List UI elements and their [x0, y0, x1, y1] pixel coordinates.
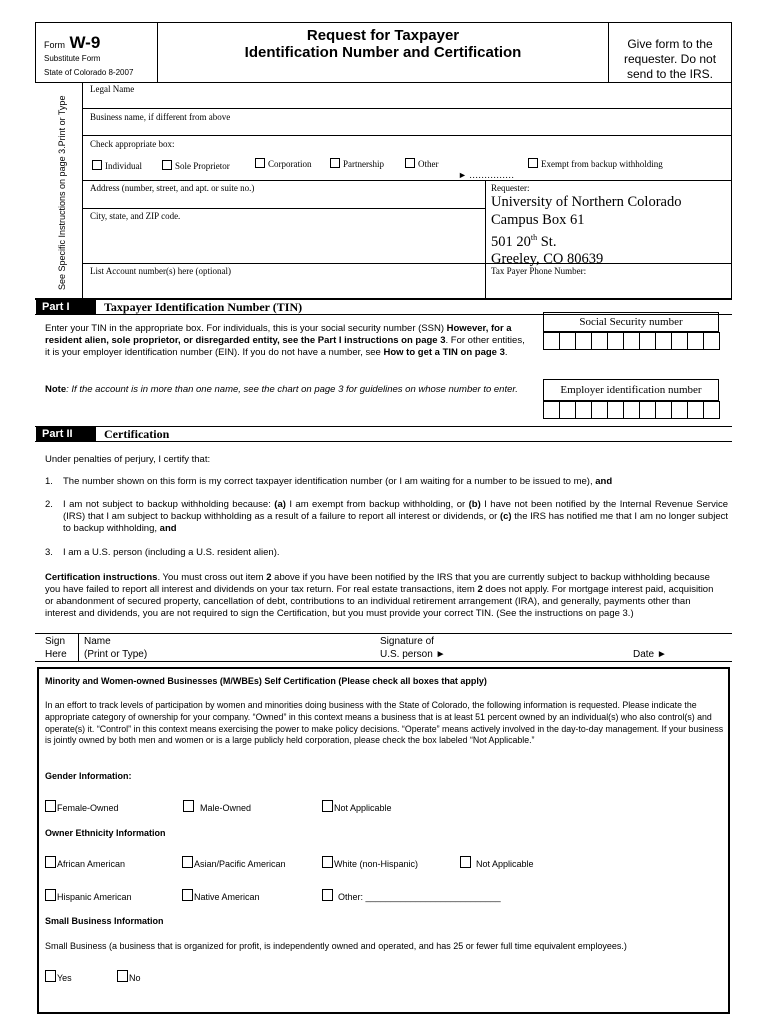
other-option[interactable] — [405, 158, 439, 169]
cert-item-1: The number shown on this form is my correct taxpayer identification number (or I am waiting for a number to be issued to me), and — [63, 476, 613, 487]
cert-item-2-num: 2. — [45, 499, 53, 510]
ethnicity-other-label: Other: — [338, 892, 364, 902]
ssn-label-box — [543, 312, 719, 332]
exempt-label: Exempt from backup withholding — [541, 159, 663, 169]
print-type-label: (Print or Type) — [84, 649, 148, 660]
ethnicity-other-line[interactable]: ___________________________ — [365, 892, 501, 902]
native-option[interactable] — [182, 889, 260, 902]
name-label: Name — [84, 636, 111, 647]
account-field[interactable] — [90, 278, 480, 296]
no-label: No — [129, 973, 141, 983]
side-instructions: See Specific Instructions on page 3.Print or Type — [57, 95, 67, 290]
form-word: Form — [44, 40, 65, 50]
hispanic-option[interactable] — [45, 889, 132, 902]
name-field[interactable] — [160, 636, 375, 660]
requester-label: Requester: — [491, 183, 530, 193]
us-person-label: U.S. person ► — [380, 649, 446, 660]
male-checkbox[interactable] — [183, 800, 194, 812]
business-name-label: Business name, if different from above — [90, 112, 231, 122]
sign-label: Sign — [45, 636, 66, 647]
requester-line-3: 501 20th St. — [491, 233, 557, 250]
white-option[interactable] — [322, 856, 418, 869]
part1-title: Taxpayer Identification Number (TIN) — [104, 300, 303, 314]
white-label: White (non-Hispanic) — [334, 859, 419, 869]
requester-line-4: Greeley, CO 80639 — [491, 251, 604, 268]
signature-of-label: Signature of — [380, 636, 434, 647]
individual-label: Individual — [105, 161, 142, 171]
exempt-checkbox[interactable] — [528, 158, 538, 168]
corporation-label: Corporation — [268, 159, 312, 169]
phone-field[interactable] — [491, 278, 726, 296]
state-note: State of Colorado 8-2007 — [44, 68, 134, 77]
address-field[interactable] — [90, 194, 480, 206]
individual-option[interactable] — [92, 160, 142, 171]
other-specify[interactable] — [458, 170, 514, 180]
gender-na-option[interactable] — [322, 800, 392, 813]
other-dots: …………… — [469, 170, 515, 180]
no-option[interactable] — [117, 970, 141, 983]
partnership-label: Partnership — [343, 159, 384, 169]
african-option[interactable] — [45, 856, 125, 869]
native-checkbox[interactable] — [182, 889, 193, 901]
white-checkbox[interactable] — [322, 856, 333, 868]
title-line-1: Request for Taxpayer — [306, 27, 460, 44]
female-option[interactable] — [45, 800, 119, 813]
arrow-right-icon: ► — [458, 170, 467, 180]
corporation-option[interactable] — [255, 158, 312, 169]
legal-name-label: Legal Name — [90, 84, 135, 94]
cert-intro: Under penalties of perjury, I certify that: — [45, 454, 211, 465]
form-id — [44, 33, 100, 53]
mwbe-paragraph: In an effort to track levels of participation by women and minorities doing business with the State of Colorado, the following information is requested. Please indicate the appropriate category of ownership for your company. “Owned” in this context means a business that is at least 51 percent owned by an individual(s) who also control(s) and operate(s) it. “Control” in this context means exercising the power to make policy decisions. “Operate” means actively involved in the day-to-day management. If your business is jointly owned by both men and women or is a large publicly held corporation, please check the box labeled “Not Applicable.” — [45, 700, 724, 746]
ethnicity-na-option[interactable] — [460, 856, 534, 869]
gender-na-label: Not Applicable — [334, 803, 392, 813]
hispanic-checkbox[interactable] — [45, 889, 56, 901]
individual-checkbox[interactable] — [92, 160, 102, 170]
part2-label: Part II — [36, 427, 96, 441]
gender-na-checkbox[interactable] — [322, 800, 333, 812]
cert-item-2: I am not subject to backup withholding because: (a) I am exempt from backup withholding, or (b) I have not been notified by the Internal Revenue Service (IRS) that I am subject to backup withholding as a result of a failure to report all interest or dividends, or (c) the IRS has notified me that I am no longer subject to backup withholding, and — [63, 499, 728, 534]
no-checkbox[interactable] — [117, 970, 128, 982]
other-checkbox[interactable] — [405, 158, 415, 168]
phone-label: Tax Payer Phone Number: — [491, 266, 587, 276]
partnership-checkbox[interactable] — [330, 158, 340, 168]
exempt-option[interactable] — [528, 158, 663, 169]
address-label: Address (number, street, and apt. or suite no.) — [90, 183, 255, 193]
form-number: W-9 — [69, 33, 101, 52]
check-box-label: Check appropriate box: — [90, 139, 175, 149]
form-title — [158, 27, 608, 61]
cert-item-3: I am a U.S. person (including a U.S. resident alien). — [63, 547, 280, 558]
ssn-grid[interactable] — [543, 332, 720, 350]
yes-checkbox[interactable] — [45, 970, 56, 982]
requester-line-1: University of Northern Colorado — [491, 194, 682, 210]
part1-label: Part I — [36, 300, 96, 314]
yes-option[interactable] — [45, 970, 72, 983]
ethnicity-na-label: Not Applicable — [476, 859, 534, 869]
female-label: Female-Owned — [57, 803, 119, 813]
ethnicity-na-checkbox[interactable] — [460, 856, 471, 868]
ethnicity-heading: Owner Ethnicity Information — [45, 828, 166, 838]
sole-proprietor-option[interactable] — [162, 160, 230, 171]
hispanic-label: Hispanic American — [57, 892, 132, 902]
other-label: Other — [418, 159, 439, 169]
substitute-form-label: Substitute Form — [44, 54, 101, 63]
title-line-2: Identification Number and Certification — [244, 44, 522, 61]
tin-note: Note: If the account is in more than one name, see the chart on page 3 for guidelines on whose number to enter. — [45, 384, 518, 395]
gender-heading: Gender Information: — [45, 771, 132, 781]
city-label: City, state, and ZIP code. — [90, 211, 181, 221]
yes-label: Yes — [57, 973, 72, 983]
date-label: Date ► — [633, 649, 667, 660]
native-label: Native American — [194, 892, 260, 902]
male-label: Male-Owned — [200, 803, 252, 813]
small-business-text: Small Business (a business that is organized for profit, is independently owned and operated, and has 25 or fewer full time equivalent employees.) — [45, 941, 627, 951]
ein-label: Employer identification number — [560, 384, 702, 396]
business-name-field[interactable] — [90, 122, 720, 134]
african-label: African American — [57, 859, 126, 869]
african-checkbox[interactable] — [45, 856, 56, 868]
male-option[interactable] — [183, 800, 251, 813]
female-checkbox[interactable] — [45, 800, 56, 812]
ein-grid[interactable] — [543, 401, 720, 419]
ssn-label: Social Security number — [579, 316, 683, 328]
signature-field[interactable] — [460, 636, 625, 660]
cert-item-1-num: 1. — [45, 476, 53, 487]
tin-instructions: Enter your TIN in the appropriate box. For individuals, this is your social security number (SSN) However, for a resident alien, sole proprietor, or disregarded entity, see the Part I instructions on page 3. For other entities, it is your employer identification number (EIN). If you do not have a number, see How to get a TIN on page 3. — [45, 323, 525, 358]
partnership-option[interactable] — [330, 158, 384, 169]
sole-proprietor-label: Sole Proprietor — [175, 161, 230, 171]
corporation-checkbox[interactable] — [255, 158, 265, 168]
small-business-heading: Small Business Information — [45, 916, 164, 926]
legal-name-field[interactable] — [90, 95, 720, 107]
sole-proprietor-checkbox[interactable] — [162, 160, 172, 170]
requester-address — [491, 194, 681, 269]
asian-option[interactable] — [182, 856, 286, 869]
asian-label: Asian/Pacific American — [194, 859, 286, 869]
give-form-note: Give form to the requester. Do not send to the IRS. — [623, 37, 717, 81]
part2-title: Certification — [104, 427, 170, 441]
mwbe-title: Minority and Women-owned Businesses (M/WBEs) Self Certification (Please check all boxes that apply) — [45, 676, 487, 686]
ethnicity-other-option[interactable] — [322, 889, 501, 902]
here-label: Here — [45, 649, 67, 660]
asian-checkbox[interactable] — [182, 856, 193, 868]
cert-instructions: Certification instructions. You must cross out item 2 above if you have been notified by the IRS that you are currently subject to backup withholding because you have failed to report all interest and dividends on your tax return. For real estate transactions, item 2 does not apply. For mortgage interest paid, acquisition or abandonment of secured property, cancellation of debt, contributions to an individual retirement arrangement (IRA), and generally, payments other than interest and dividends, you are not required to sign the Certification, but you must provide your correct TIN. (See the instructions on page 3.) — [45, 572, 714, 619]
requester-line-2: Campus Box 61 — [491, 211, 585, 228]
ein-label-box — [543, 379, 719, 401]
ethnicity-other-checkbox[interactable] — [322, 889, 333, 901]
account-label: List Account number(s) here (optional) — [90, 266, 231, 276]
cert-item-3-num: 3. — [45, 547, 53, 558]
city-field[interactable] — [90, 222, 480, 260]
